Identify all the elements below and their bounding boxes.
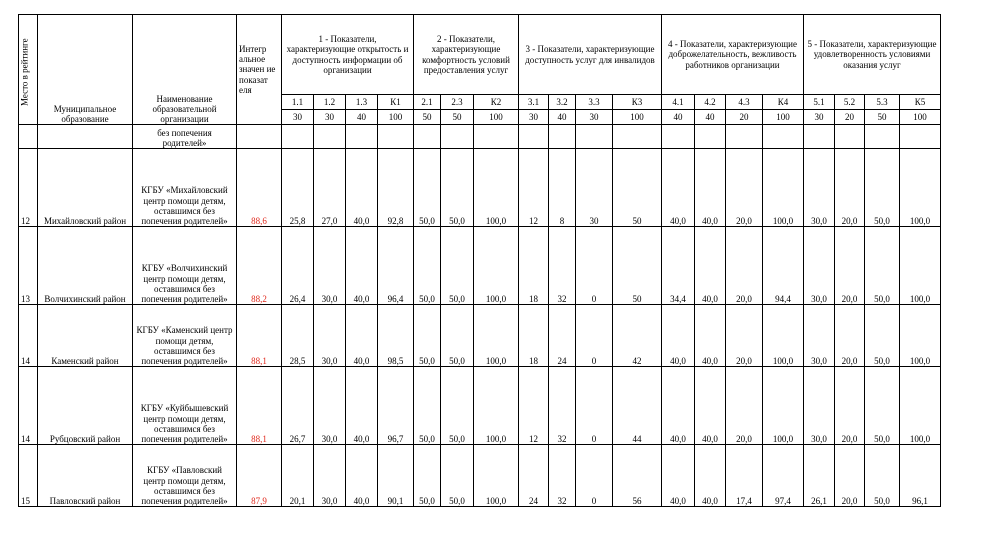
max-cell: 40	[662, 110, 695, 125]
value-cell: 90,1	[378, 445, 414, 507]
organization-cell: КГБУ «Павловский центр помощи детям, оставшимся без попечения родителей»	[133, 445, 237, 507]
max-cell: 20	[835, 110, 865, 125]
value-cell: 100,0	[900, 305, 941, 367]
organization-cell: КГБУ «Куйбышевский центр помощи детям, оставшимся без попечения родителей»	[133, 367, 237, 445]
value-cell: 50,0	[865, 149, 900, 227]
value-cell: 30,0	[314, 227, 346, 305]
value-cell: 100,0	[763, 367, 804, 445]
value-cell: 50,0	[414, 445, 441, 507]
value-cell: 50,0	[414, 305, 441, 367]
value-cell: 28,5	[282, 305, 314, 367]
value-cell: 25,8	[282, 149, 314, 227]
code-cell: 4.1	[662, 95, 695, 110]
rank-cell: 14	[19, 367, 38, 445]
value-cell: 50,0	[865, 445, 900, 507]
value-cell: 26,1	[804, 445, 835, 507]
value-cell: 50	[613, 227, 662, 305]
max-cell: 100	[474, 110, 519, 125]
rank-cell: 15	[19, 445, 38, 507]
group-1-header: 1 - Показатели, характеризующие открытость и доступность информации об организации	[282, 15, 414, 95]
value-cell: 30,0	[804, 305, 835, 367]
code-cell: К4	[763, 95, 804, 110]
value-cell: 96,7	[378, 367, 414, 445]
value-cell: 50,0	[441, 149, 474, 227]
document-page	[18, 14, 941, 507]
value-cell: 20,1	[282, 445, 314, 507]
group-5-header: 5 - Показатели, характеризующие удовлетворенность условиями оказания услуг	[804, 15, 941, 95]
code-cell: 4.2	[695, 95, 726, 110]
value-cell: 30,0	[314, 305, 346, 367]
value-cell: 100,0	[900, 149, 941, 227]
value-cell: 20,0	[835, 305, 865, 367]
value-cell: 98,5	[378, 305, 414, 367]
value-cell: 20,0	[835, 445, 865, 507]
municipality-cell: Рубцовский район	[38, 367, 133, 445]
municipality-cell: Каменский район	[38, 305, 133, 367]
value-cell: 100,0	[474, 149, 519, 227]
max-cell: 30	[519, 110, 549, 125]
value-cell: 34,4	[662, 227, 695, 305]
value-cell: 50,0	[865, 367, 900, 445]
organization-cell: КГБУ «Волчихинский центр помощи детям, оставшимся без попечения родителей»	[133, 227, 237, 305]
max-cell: 50	[414, 110, 441, 125]
organization-cell: КГБУ «Каменский центр помощи детям, оставшимся без попечения родителей»	[133, 305, 237, 367]
code-cell: 1.3	[346, 95, 378, 110]
max-cell: 30	[314, 110, 346, 125]
value-cell: 32	[549, 367, 576, 445]
code-cell: 4.3	[726, 95, 763, 110]
value-cell: 100,0	[474, 445, 519, 507]
value-cell: 40,0	[662, 305, 695, 367]
code-cell: 2.3	[441, 95, 474, 110]
value-cell: 50,0	[441, 367, 474, 445]
value-cell: 20,0	[726, 305, 763, 367]
value-cell: 30,0	[314, 445, 346, 507]
integral-header: Интегр альное значен ие показат еля	[237, 15, 282, 125]
value-cell: 30,0	[804, 149, 835, 227]
value-cell: 44	[613, 367, 662, 445]
value-cell: 12	[519, 149, 549, 227]
value-cell: 100,0	[474, 367, 519, 445]
value-cell: 40,0	[695, 367, 726, 445]
value-cell: 42	[613, 305, 662, 367]
value-cell: 50,0	[441, 445, 474, 507]
value-cell: 40,0	[346, 367, 378, 445]
value-cell: 24	[519, 445, 549, 507]
value-cell: 24	[549, 305, 576, 367]
carryover-organization: без попечения родителей»	[133, 125, 237, 149]
max-cell: 40	[346, 110, 378, 125]
group-4-header: 4 - Показатели, характеризующие доброжелательность, вежливость работников организации	[662, 15, 804, 95]
value-cell: 20,0	[835, 149, 865, 227]
code-cell: 3.3	[576, 95, 613, 110]
value-cell: 50,0	[414, 227, 441, 305]
group-3-header: 3 - Показатели, характеризующие доступность услуг для инвалидов	[519, 15, 662, 95]
carryover-row	[19, 125, 941, 149]
max-cell: 50	[865, 110, 900, 125]
value-cell: 20,0	[835, 227, 865, 305]
code-cell: 3.1	[519, 95, 549, 110]
table-row	[19, 227, 941, 305]
value-cell: 30	[576, 149, 613, 227]
integral-cell: 88,1	[237, 305, 282, 367]
value-cell: 50,0	[441, 227, 474, 305]
value-cell: 100,0	[763, 305, 804, 367]
max-cell: 40	[695, 110, 726, 125]
rating-table	[18, 14, 941, 507]
value-cell: 100,0	[763, 149, 804, 227]
max-cell: 100	[378, 110, 414, 125]
max-cell: 100	[900, 110, 941, 125]
code-cell: К5	[900, 95, 941, 110]
value-cell: 30,0	[804, 227, 835, 305]
rank-cell: 14	[19, 305, 38, 367]
code-cell: К2	[474, 95, 519, 110]
value-cell: 20,0	[726, 367, 763, 445]
value-cell: 50,0	[441, 305, 474, 367]
integral-cell: 88,6	[237, 149, 282, 227]
integral-cell: 88,1	[237, 367, 282, 445]
value-cell: 0	[576, 305, 613, 367]
value-cell: 26,4	[282, 227, 314, 305]
value-cell: 8	[549, 149, 576, 227]
organization-cell: КГБУ «Михайловский центр помощи детям, оставшимся без попечения родителей»	[133, 149, 237, 227]
value-cell: 20,0	[726, 149, 763, 227]
organization-header: Наименование образовательной организации	[133, 15, 237, 125]
value-cell: 50,0	[414, 149, 441, 227]
max-cell: 50	[441, 110, 474, 125]
code-cell: 3.2	[549, 95, 576, 110]
value-cell: 40,0	[695, 305, 726, 367]
code-cell: К3	[613, 95, 662, 110]
value-cell: 40,0	[662, 367, 695, 445]
code-cell: 2.1	[414, 95, 441, 110]
max-cell: 30	[282, 110, 314, 125]
value-cell: 94,4	[763, 227, 804, 305]
value-cell: 40,0	[695, 227, 726, 305]
value-cell: 0	[576, 367, 613, 445]
integral-cell: 87,9	[237, 445, 282, 507]
value-cell: 18	[519, 305, 549, 367]
integral-cell: 88,2	[237, 227, 282, 305]
value-cell: 96,1	[900, 445, 941, 507]
code-cell: 5.3	[865, 95, 900, 110]
value-cell: 40,0	[346, 305, 378, 367]
code-cell: 5.1	[804, 95, 835, 110]
code-cell: К1	[378, 95, 414, 110]
value-cell: 40,0	[695, 445, 726, 507]
value-cell: 56	[613, 445, 662, 507]
value-cell: 100,0	[900, 367, 941, 445]
max-cell: 30	[576, 110, 613, 125]
table-row	[19, 445, 941, 507]
value-cell: 40,0	[346, 149, 378, 227]
max-cell: 100	[763, 110, 804, 125]
value-cell: 26,7	[282, 367, 314, 445]
value-cell: 100,0	[474, 227, 519, 305]
value-cell: 32	[549, 445, 576, 507]
value-cell: 30,0	[314, 367, 346, 445]
value-cell: 100,0	[474, 305, 519, 367]
value-cell: 0	[576, 445, 613, 507]
table-row	[19, 149, 941, 227]
value-cell: 0	[576, 227, 613, 305]
municipality-cell: Павловский район	[38, 445, 133, 507]
value-cell: 97,4	[763, 445, 804, 507]
value-cell: 12	[519, 367, 549, 445]
value-cell: 50,0	[865, 227, 900, 305]
rank-cell: 13	[19, 227, 38, 305]
value-cell: 18	[519, 227, 549, 305]
value-cell: 96,4	[378, 227, 414, 305]
value-cell: 50	[613, 149, 662, 227]
value-cell: 40,0	[346, 227, 378, 305]
value-cell: 17,4	[726, 445, 763, 507]
municipality-cell: Михайловский район	[38, 149, 133, 227]
value-cell: 50,0	[865, 305, 900, 367]
code-cell: 1.2	[314, 95, 346, 110]
table-row	[19, 305, 941, 367]
value-cell: 100,0	[900, 227, 941, 305]
value-cell: 40,0	[662, 149, 695, 227]
max-cell: 40	[549, 110, 576, 125]
value-cell: 20,0	[726, 227, 763, 305]
group-2-header: 2 - Показатели, характеризующие комфортность условий предоставления услуг	[414, 15, 519, 95]
value-cell: 40,0	[346, 445, 378, 507]
value-cell: 27,0	[314, 149, 346, 227]
value-cell: 92,8	[378, 149, 414, 227]
max-cell: 20	[726, 110, 763, 125]
code-cell: 1.1	[282, 95, 314, 110]
value-cell: 40,0	[662, 445, 695, 507]
rank-cell: 12	[19, 149, 38, 227]
value-cell: 20,0	[835, 367, 865, 445]
value-cell: 50,0	[414, 367, 441, 445]
value-cell: 40,0	[695, 149, 726, 227]
data-rows	[19, 149, 941, 507]
value-cell: 30,0	[804, 367, 835, 445]
table-row	[19, 367, 941, 445]
max-cell: 30	[804, 110, 835, 125]
value-cell: 32	[549, 227, 576, 305]
municipality-header: Муниципальное образование	[38, 15, 133, 125]
code-cell: 5.2	[835, 95, 865, 110]
rank-header: Место в рейтинге	[19, 15, 38, 125]
header-row	[19, 15, 941, 95]
municipality-cell: Волчихинский район	[38, 227, 133, 305]
max-cell: 100	[613, 110, 662, 125]
